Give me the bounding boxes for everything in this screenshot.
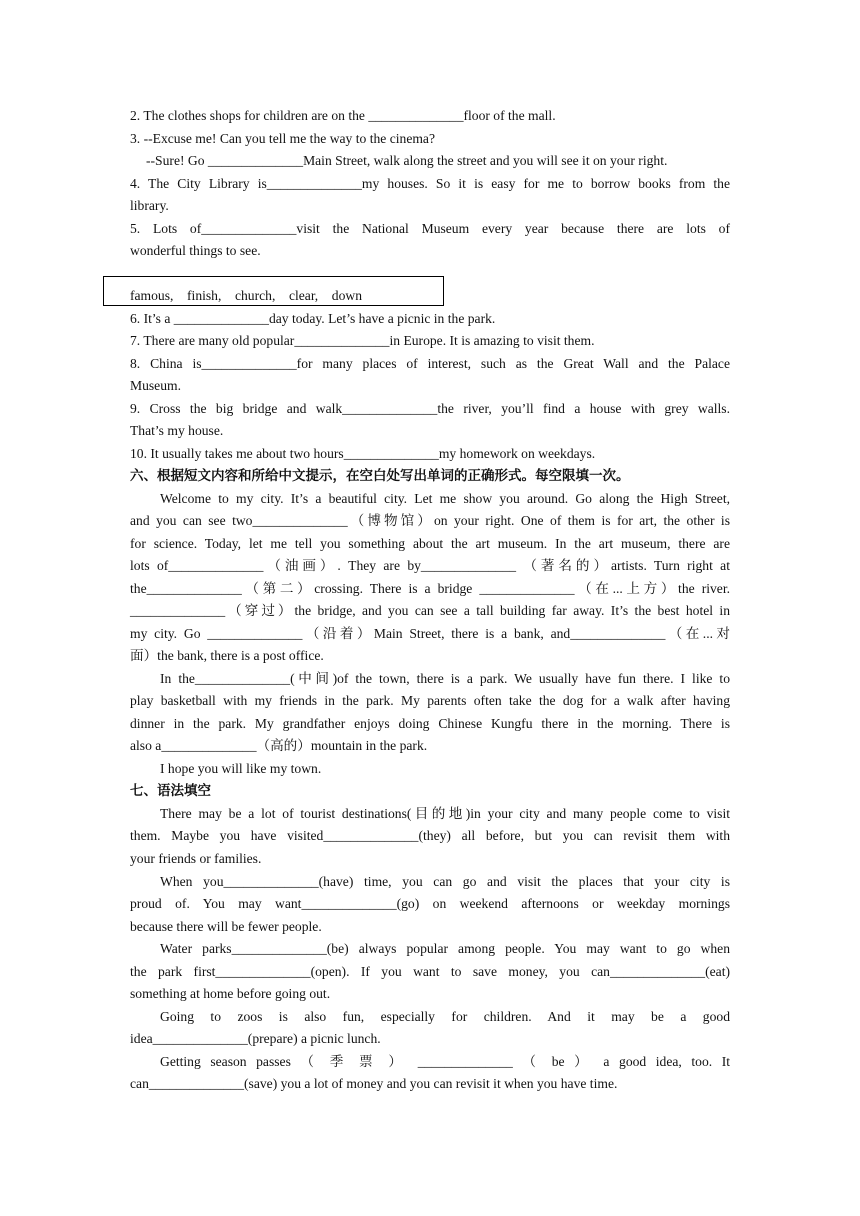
passage-seven-line: proud of. You may want______________(go) on weekend afternoons or weekday mornings [130, 896, 730, 911]
passage-seven-line: because there will be fewer people. [130, 919, 322, 934]
question-4-cont: library. [130, 198, 169, 213]
question-8-cont: Museum. [130, 378, 181, 393]
question-3-reply: --Sure! Go ______________Main Street, walk along the street and you will see it on your right. [146, 153, 668, 168]
passage-six-line: for science. Today, let me tell you something about the art museum. In the art museum, there are [130, 536, 730, 551]
question-3: 3. --Excuse me! Can you tell me the way to the cinema? [130, 131, 435, 146]
passage-six-line: lots of______________（油画）. They are by______________ （著名的）artists. Turn right at [130, 558, 730, 573]
passage-six-line: also a______________（高的）mountain in the park. [130, 738, 428, 753]
question-7: 7. There are many old popular______________in Europe. It is amazing to visit them. [130, 333, 595, 348]
section-seven-heading: 七、语法填空 [130, 783, 211, 799]
passage-seven-line: the park first______________(open). If you want to save money, you can______________(eat) [130, 964, 730, 979]
passage-six-line: and you can see two______________（博物馆）on your right. One of them is for art, the other is [130, 513, 730, 528]
passage-seven-line: When you______________(have) time, you can go and visit the places that your city is [160, 874, 730, 889]
passage-six-line: Welcome to my city. It’s a beautiful city. Let me show you around. Go along the High Street, [160, 491, 730, 506]
passage-six-line: I hope you will like my town. [160, 761, 322, 776]
question-5: 5. Lots of______________visit the National Museum every year because there are lots of [130, 221, 730, 236]
passage-six-line: the______________（第二）crossing. There is a bridge ______________（在...上方）the river. [130, 581, 730, 596]
question-4: 4. The City Library is______________my houses. So it is easy for me to borrow books from the [130, 176, 730, 191]
question-9: 9. Cross the big bridge and walk______________the river, you’ll find a house with grey walls. [130, 401, 730, 416]
passage-seven-line: idea______________(prepare) a picnic lunch. [130, 1031, 381, 1046]
passage-seven-line: There may be a lot of tourist destinations(目的地)in your city and many people come to visit [160, 806, 730, 821]
question-10: 10. It usually takes me about two hours______________my homework on weekdays. [130, 446, 596, 461]
passage-seven-line: something at home before going out. [130, 986, 331, 1001]
passage-seven-line: Water parks______________(be) always popular among people. You may want to go when [160, 941, 730, 956]
passage-six-line: ______________（穿过）the bridge, and you can see a tall building far away. It’s the best hotel in [130, 603, 730, 618]
question-8: 8. China is______________for many places of interest, such as the Great Wall and the Palace [130, 356, 730, 371]
passage-six-line: dinner in the park. My grandfather enjoys doing Chinese Kungfu there in the morning. There is [130, 716, 730, 731]
question-9-cont: That’s my house. [130, 423, 224, 438]
question-5-cont: wonderful things to see. [130, 243, 261, 258]
question-2: 2. The clothes shops for children are on the ______________floor of the mall. [130, 108, 556, 123]
passage-seven-line: them. Maybe you have visited______________(they) all before, but you can revisit them with [130, 828, 730, 843]
passage-six-line: 面）the bank, there is a post office. [130, 648, 324, 663]
word-box-text: famous, finish, church, clear, down [130, 288, 363, 303]
passage-six-line: my city. Go ______________（沿着）Main Street, there is a bank, and______________（在...对 [130, 626, 730, 641]
passage-seven-line: Going to zoos is also fun, especially for children. And it may be a good [160, 1009, 730, 1024]
section-six-heading: 六、根据短文内容和所给中文提示，在空白处写出单词的正确形式。每空限填一次。 [130, 468, 630, 484]
passage-six-line: In the______________(中间)of the town, there is a park. We usually have fun there. I like to [160, 671, 730, 686]
passage-six-line: play basketball with my friends in the park. My parents often take the dog for a walk after having [130, 693, 730, 708]
passage-seven-line: Getting season passes （ 季 票 ） ______________ （ be ） a good idea, too. It [160, 1054, 730, 1069]
passage-seven-line: can______________(save) you a lot of money and you can revisit it when you have time. [130, 1076, 618, 1091]
question-6: 6. It’s a ______________day today. Let’s have a picnic in the park. [130, 311, 496, 326]
passage-seven-line: your friends or families. [130, 851, 262, 866]
